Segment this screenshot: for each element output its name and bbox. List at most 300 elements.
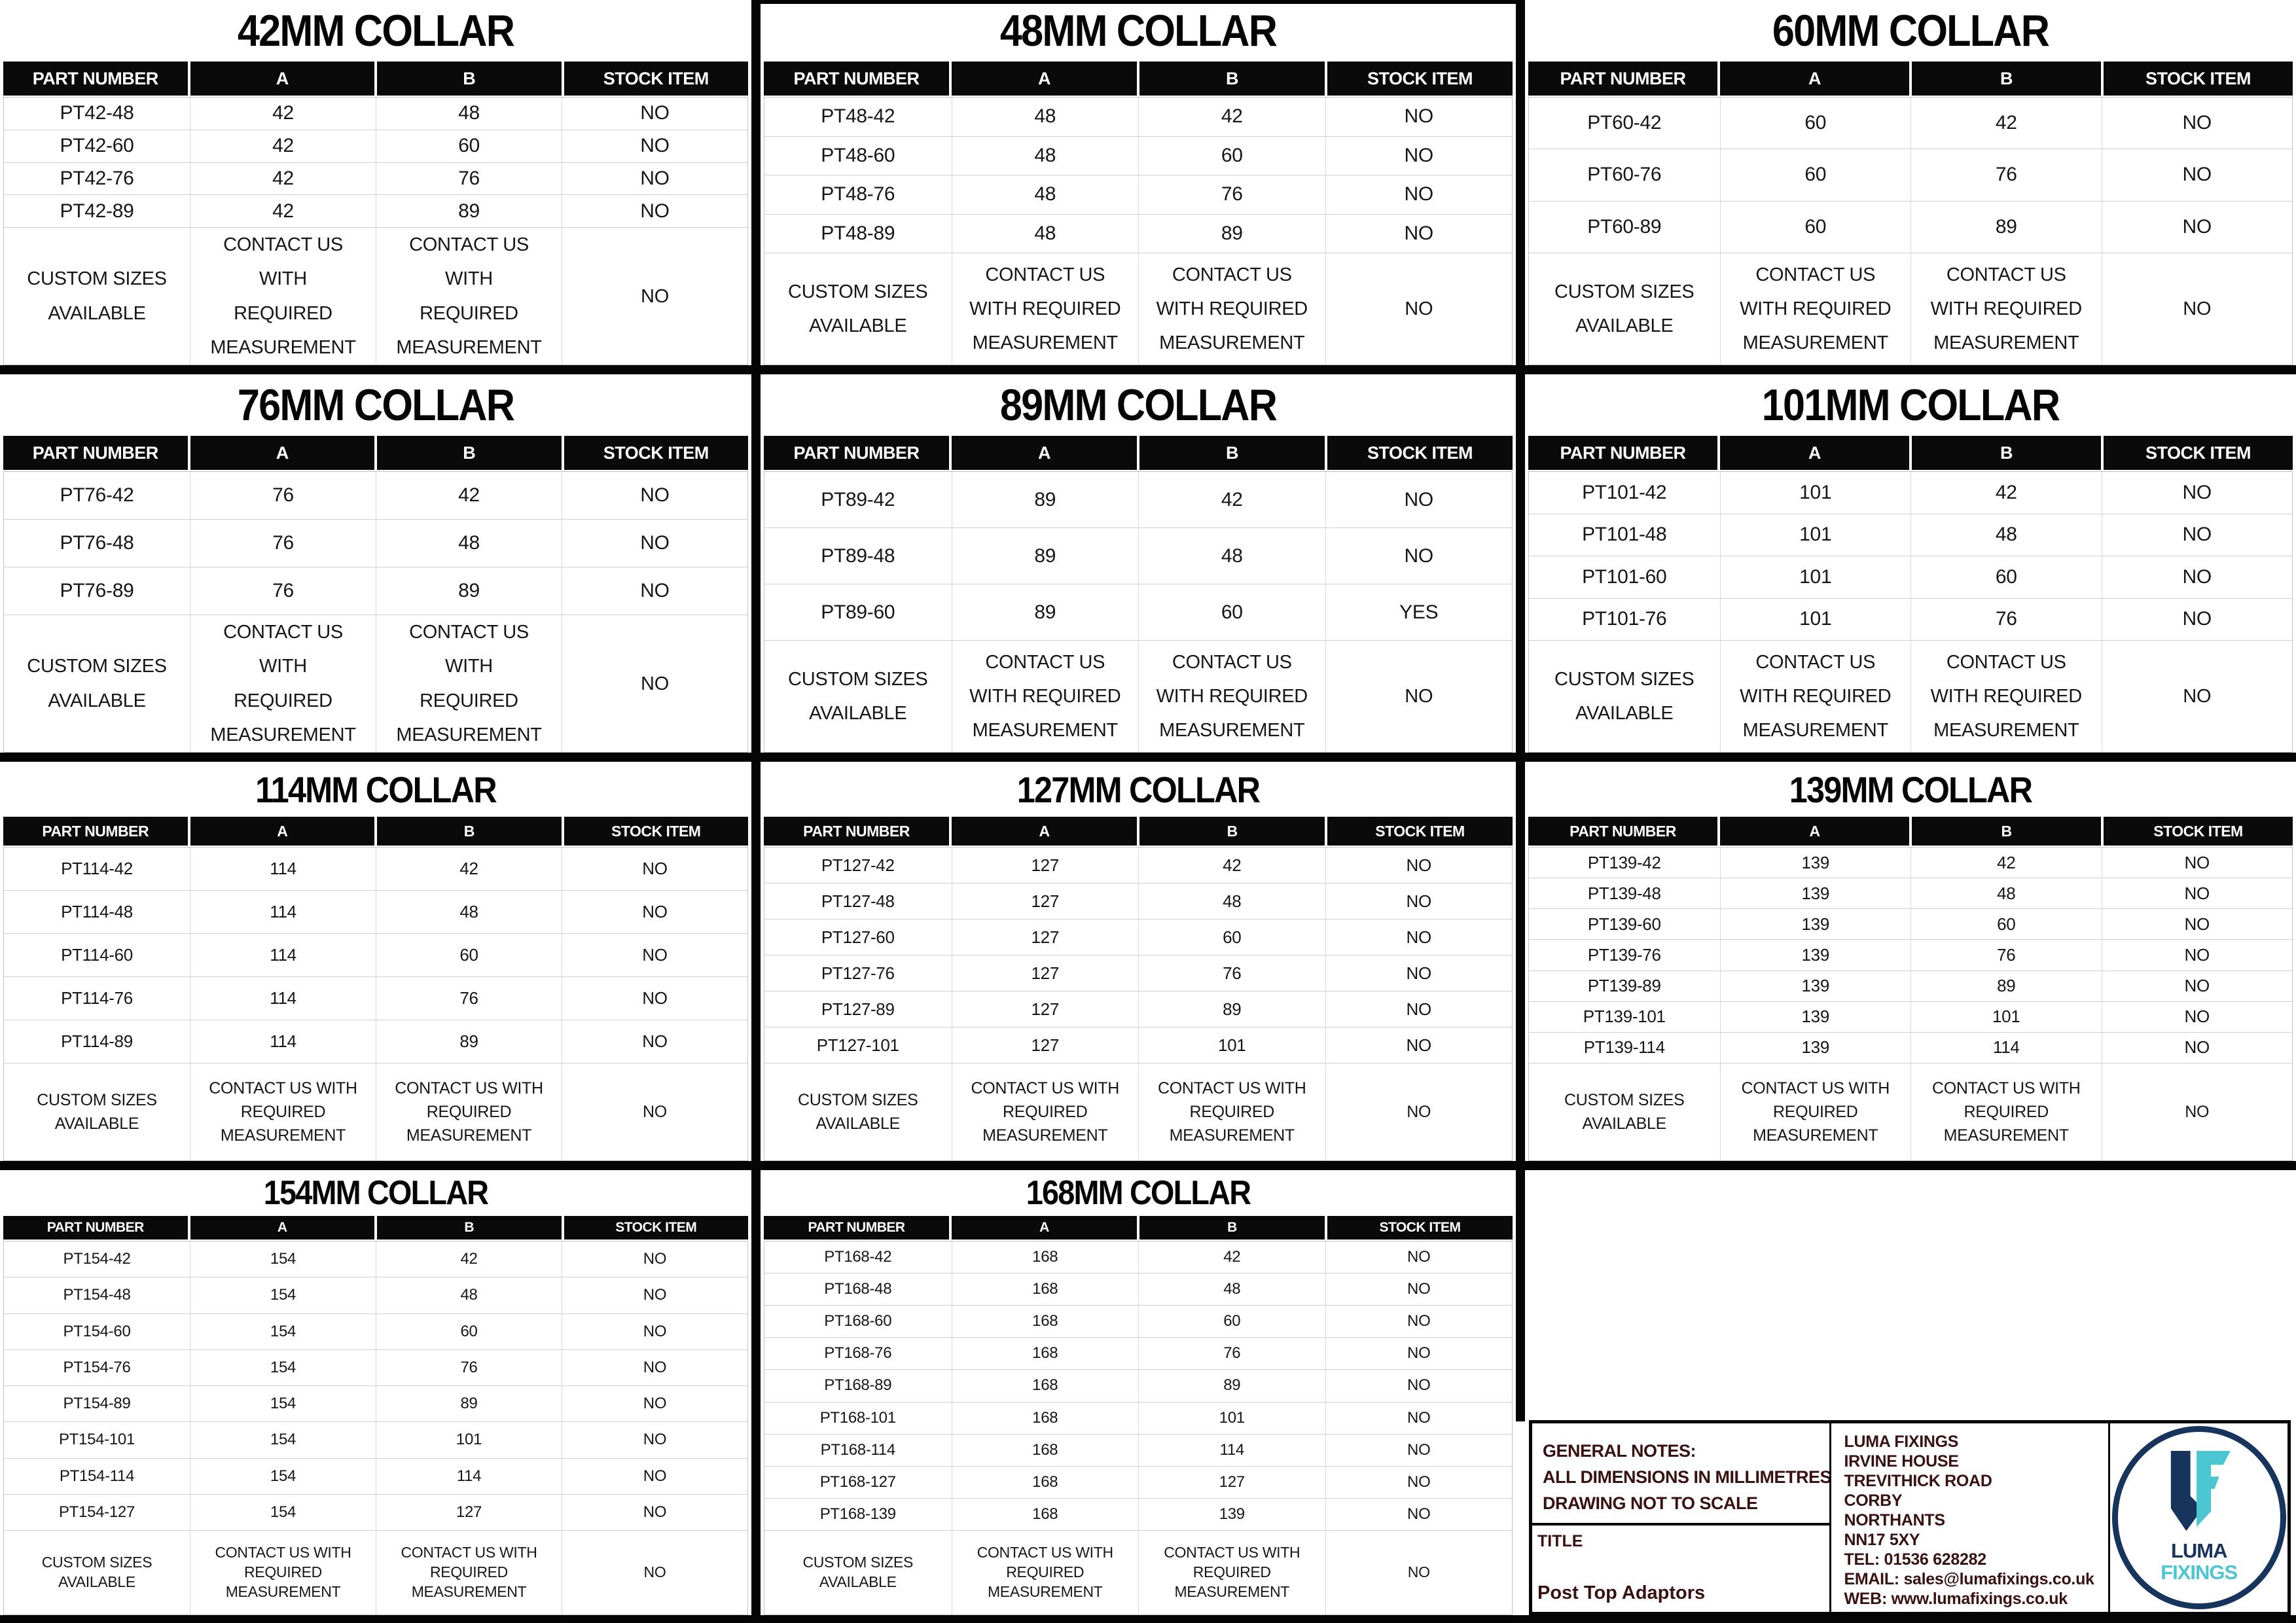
- table-cell: PT154-60: [63, 1322, 131, 1340]
- custom-sizes-label: CUSTOM SIZES AVAILABLE: [798, 1090, 918, 1133]
- table-cell: 127: [952, 991, 1139, 1027]
- header-cell: PART NUMBER: [1528, 817, 1717, 846]
- title-block: [1529, 1420, 2291, 1615]
- address-line: EMAIL: sales@lumafixings.co.uk: [1844, 1570, 2094, 1588]
- table-cell: NO: [2102, 514, 2293, 556]
- table-cell: 76: [1138, 955, 1325, 991]
- table-header-row: [764, 817, 1513, 846]
- table-cell: 60: [1138, 584, 1325, 640]
- table-cell: 168: [952, 1499, 1139, 1530]
- table-cell: 42: [1138, 847, 1325, 883]
- header-cell: STOCK ITEM: [1327, 817, 1513, 846]
- custom-contact-cell: CONTACT US WITH REQUIRED MEASUREMENT: [1138, 641, 1325, 752]
- grid-cell-76mm: [0, 374, 751, 753]
- table-cell: 76: [190, 520, 376, 567]
- table-cell: 168: [952, 1274, 1139, 1305]
- table-cell: 139: [1720, 1002, 1911, 1032]
- table-cell: 114: [190, 934, 376, 976]
- header-cell: A: [1720, 62, 1909, 96]
- table-row: [1529, 514, 2292, 556]
- lf-monogram-icon: [2165, 1451, 2233, 1535]
- table-row: [4, 1277, 747, 1313]
- header-cell: STOCK ITEM: [1327, 436, 1513, 470]
- table-cell: PT139-42: [1587, 852, 1661, 872]
- custom-sizes-row: [1529, 640, 2292, 752]
- table-cell: 168: [952, 1241, 1139, 1273]
- table-cell: 48: [952, 175, 1139, 214]
- table-row: [4, 1241, 747, 1277]
- table-cell: 127: [952, 883, 1139, 919]
- table-cell: 60: [1720, 149, 1911, 200]
- table-cell: 127: [952, 847, 1139, 883]
- table-cell: NO: [562, 1495, 747, 1530]
- table-cell: PT154-48: [63, 1286, 131, 1304]
- table-cell: 154: [190, 1495, 376, 1530]
- table-cell: 168: [952, 1435, 1139, 1466]
- table-cell: 89: [1138, 215, 1325, 253]
- custom-stock-cell: NO: [1325, 253, 1513, 365]
- table-cell: NO: [562, 1350, 747, 1385]
- table-row: [4, 1458, 747, 1494]
- custom-sizes-row: [4, 1530, 747, 1614]
- table-cell: NO: [1325, 98, 1513, 136]
- table-cell: NO: [562, 934, 747, 976]
- company-logo-cell: [2108, 1423, 2287, 1612]
- title-block-left: [1532, 1423, 1832, 1612]
- header-cell: A: [1720, 436, 1909, 470]
- header-cell: B: [1912, 436, 2101, 470]
- header-cell: STOCK ITEM: [564, 62, 749, 96]
- table-cell: PT89-42: [821, 488, 895, 510]
- grid-cell-titleblock: [1525, 1170, 2296, 1615]
- table-cell: PT89-48: [821, 544, 895, 567]
- table-cell: 127: [952, 1027, 1139, 1063]
- table-cell: NO: [2102, 556, 2293, 598]
- collar-table: [3, 374, 748, 753]
- header-cell: B: [1139, 817, 1325, 846]
- table-row: [4, 162, 747, 195]
- table-header-row: [1528, 62, 2293, 96]
- table-cell: PT139-89: [1587, 976, 1661, 996]
- table-row: [1529, 472, 2292, 514]
- table-cell: NO: [1325, 1241, 1513, 1273]
- table-cell: PT76-48: [60, 532, 134, 554]
- table-cell: 154: [190, 1241, 376, 1277]
- table-cell: 127: [952, 955, 1139, 991]
- table-cell: 101: [376, 1422, 562, 1457]
- custom-stock-cell: NO: [2102, 253, 2293, 365]
- drawing-title-value: Post Top Adaptors: [1537, 1582, 1706, 1603]
- table-title: 101MM COLLAR: [1761, 380, 2060, 430]
- table-row: [764, 1305, 1512, 1337]
- table-cell: 154: [190, 1422, 376, 1457]
- table-cell: 139: [1720, 971, 1911, 1001]
- custom-sizes-row: [1529, 1063, 2292, 1160]
- grid-cell-114mm: [0, 762, 751, 1161]
- table-cell: 114: [190, 891, 376, 933]
- table-cell: 60: [376, 1314, 562, 1349]
- table-row: [764, 1369, 1512, 1401]
- table-row: [1529, 878, 2292, 908]
- custom-sizes-label: CUSTOM SIZES AVAILABLE: [788, 281, 928, 336]
- collar-table: [3, 0, 748, 365]
- table-cell: 60: [1910, 556, 2102, 598]
- table-row: [764, 1027, 1512, 1063]
- table-cell: 48: [376, 520, 562, 567]
- custom-stock-cell: NO: [1325, 641, 1513, 752]
- address-line: NORTHANTS: [1844, 1511, 1945, 1529]
- header-cell: PART NUMBER: [3, 1216, 188, 1240]
- table-row: [764, 955, 1512, 991]
- table-cell: NO: [2102, 878, 2293, 908]
- table-cell: 89: [952, 528, 1139, 584]
- header-cell: PART NUMBER: [3, 62, 188, 96]
- table-row: [764, 1466, 1512, 1498]
- address-line: NN17 5XY: [1844, 1531, 1920, 1549]
- custom-sizes-row: [764, 1530, 1512, 1614]
- table-cell: 101: [1720, 472, 1911, 514]
- table-cell: NO: [1325, 847, 1513, 883]
- address-line: CORBY: [1844, 1491, 1903, 1510]
- table-cell: PT114-89: [61, 1031, 133, 1051]
- table-cell: NO: [2102, 202, 2293, 253]
- table-cell: 60: [376, 934, 562, 976]
- table-cell: NO: [2102, 472, 2293, 514]
- collar-table: [3, 1170, 748, 1615]
- table-cell: NO: [562, 977, 747, 1020]
- table-cell: PT42-76: [60, 168, 134, 190]
- table-cell: NO: [562, 847, 747, 890]
- table-cell: NO: [562, 1020, 747, 1063]
- table-row: [764, 98, 1512, 136]
- horizontal-divider: [0, 1161, 2296, 1170]
- table-title: 42MM COLLAR: [237, 6, 514, 56]
- table-row: [764, 527, 1512, 584]
- custom-contact-cell: CONTACT US WITH REQUIRED MEASUREMENT: [1720, 641, 1911, 752]
- custom-contact-cell: CONTACT US WITH REQUIRED MEASUREMENT: [1720, 253, 1911, 365]
- custom-contact-cell: CONTACT US WITH REQUIRED MEASUREMENT: [1138, 1531, 1325, 1614]
- table-cell: 139: [1138, 1499, 1325, 1530]
- header-cell: B: [1139, 62, 1325, 96]
- general-notes-line: ALL DIMENSIONS IN MILLIMETRES: [1543, 1467, 1832, 1487]
- table-cell: 89: [1910, 971, 2102, 1001]
- table-row: [4, 1020, 747, 1063]
- grid-cell-154mm: [0, 1170, 751, 1615]
- table-cell: NO: [562, 195, 747, 227]
- table-body: [764, 471, 1513, 753]
- table-cell: PT60-76: [1587, 164, 1662, 186]
- table-cell: PT168-48: [824, 1280, 892, 1298]
- table-cell: NO: [562, 472, 747, 519]
- table-cell: PT139-114: [1583, 1037, 1665, 1058]
- table-cell: PT139-76: [1587, 944, 1661, 965]
- address-line: TREVITHICK ROAD: [1844, 1472, 1992, 1490]
- table-row: [764, 1498, 1512, 1530]
- table-cell: NO: [1325, 1435, 1513, 1466]
- grid-cell-127mm: [761, 762, 1516, 1161]
- custom-stock-cell: NO: [562, 228, 747, 365]
- table-cell: 48: [952, 137, 1139, 175]
- table-cell: PT154-101: [58, 1431, 135, 1449]
- general-notes-line: DRAWING NOT TO SCALE: [1543, 1493, 1758, 1513]
- table-cell: NO: [562, 1459, 747, 1494]
- table-cell: PT114-42: [61, 859, 133, 878]
- table-row: [4, 1313, 747, 1349]
- table-cell: PT127-76: [821, 963, 895, 983]
- table-row: [764, 883, 1512, 919]
- custom-sizes-row: [764, 253, 1512, 365]
- table-cell: 154: [190, 1314, 376, 1349]
- table-cell: PT101-76: [1582, 608, 1667, 630]
- custom-contact-cell: CONTACT US WITH REQUIRED MEASUREMENT: [952, 253, 1139, 365]
- table-body: [3, 1241, 748, 1615]
- collar-table: [3, 762, 748, 1161]
- table-cell: NO: [1325, 528, 1513, 584]
- custom-contact-cell: CONTACT US WITH REQUIRED MEASUREMENT: [1138, 253, 1325, 365]
- grid-cell-168mm: [761, 1170, 1516, 1615]
- header-cell: B: [377, 817, 562, 846]
- table-cell: NO: [1325, 1467, 1513, 1498]
- general-notes: [1532, 1423, 1832, 1525]
- table-cell: PT139-101: [1583, 1007, 1666, 1027]
- table-header-row: [764, 62, 1513, 96]
- top-edge-line: [751, 0, 1525, 4]
- custom-contact-cell: CONTACT US WITH REQUIRED MEASUREMENT: [376, 1531, 562, 1614]
- table-cell: NO: [562, 130, 747, 162]
- address-line: WEB: www.lumafixings.co.uk: [1844, 1590, 2068, 1608]
- logo-word-fixings: FIXINGS: [2161, 1561, 2238, 1584]
- table-cell: 60: [1138, 1306, 1325, 1337]
- custom-sizes-row: [764, 1063, 1512, 1160]
- table-header-row: [764, 436, 1513, 470]
- company-address: [1829, 1423, 2109, 1612]
- custom-sizes-row: [4, 1063, 747, 1160]
- table-cell: NO: [562, 1277, 747, 1313]
- header-cell: A: [190, 62, 375, 96]
- table-row: [1529, 908, 2292, 939]
- table-cell: PT168-42: [824, 1248, 892, 1266]
- custom-stock-cell: NO: [1325, 1063, 1513, 1160]
- table-cell: PT42-60: [60, 135, 134, 157]
- custom-contact-cell: CONTACT US WITH REQUIRED MEASUREMENT: [952, 641, 1139, 752]
- table-cell: 127: [952, 919, 1139, 955]
- table-row: [764, 1337, 1512, 1369]
- table-row: [1529, 598, 2292, 641]
- header-cell: PART NUMBER: [3, 436, 188, 470]
- header-cell: A: [190, 817, 375, 846]
- table-cell: PT139-60: [1587, 914, 1661, 934]
- header-cell: STOCK ITEM: [1327, 62, 1513, 96]
- table-cell: PT154-89: [63, 1395, 131, 1413]
- table-cell: 139: [1720, 847, 1911, 878]
- table-cell: 48: [376, 98, 562, 130]
- table-cell: NO: [1325, 991, 1513, 1027]
- table-cell: 114: [190, 977, 376, 1020]
- table-cell: 42: [190, 195, 376, 227]
- header-cell: PART NUMBER: [1528, 62, 1717, 96]
- table-cell: NO: [2102, 1002, 2293, 1032]
- vertical-divider: [1516, 0, 1525, 1421]
- table-row: [764, 472, 1512, 527]
- collar-table: [764, 374, 1513, 753]
- header-cell: PART NUMBER: [764, 62, 949, 96]
- table-cell: 89: [376, 195, 562, 227]
- bottom-edge-line: [0, 1615, 2296, 1623]
- custom-contact-cell: CONTACT US WITH REQUIRED MEASUREMENT: [190, 615, 376, 752]
- table-cell: NO: [1325, 215, 1513, 253]
- table-cell: NO: [562, 1386, 747, 1421]
- table-cell: NO: [562, 1314, 747, 1349]
- table-cell: 60: [376, 130, 562, 162]
- header-cell: STOCK ITEM: [2104, 62, 2293, 96]
- table-cell: PT76-89: [60, 580, 134, 602]
- table-cell: 60: [1138, 137, 1325, 175]
- table-cell: NO: [2102, 98, 2293, 149]
- table-cell: NO: [1325, 883, 1513, 919]
- table-row: [764, 1402, 1512, 1434]
- header-cell: A: [952, 1216, 1137, 1240]
- table-cell: 76: [1910, 940, 2102, 970]
- table-cell: 42: [1138, 98, 1325, 136]
- table-title: 114MM COLLAR: [255, 768, 496, 810]
- custom-stock-cell: NO: [562, 1063, 747, 1160]
- custom-stock-cell: NO: [2102, 641, 2293, 752]
- table-body: [1528, 97, 2293, 365]
- table-cell: PT154-114: [59, 1467, 135, 1485]
- table-cell: 76: [376, 977, 562, 1020]
- header-cell: B: [377, 1216, 562, 1240]
- table-cell: NO: [562, 1422, 747, 1457]
- table-row: [1529, 847, 2292, 878]
- table-cell: 89: [1910, 202, 2102, 253]
- header-cell: A: [952, 817, 1137, 846]
- table-row: [4, 890, 747, 933]
- custom-sizes-label: CUSTOM SIZES AVAILABLE: [37, 1090, 157, 1133]
- table-row: [764, 214, 1512, 253]
- table-row: [1529, 1001, 2292, 1032]
- header-cell: B: [377, 436, 562, 470]
- horizontal-divider: [0, 365, 2296, 374]
- table-body: [764, 97, 1513, 365]
- table-cell: NO: [1325, 175, 1513, 214]
- custom-contact-cell: CONTACT US WITH REQUIRED MEASUREMENT: [1910, 641, 2102, 752]
- general-notes-heading: GENERAL NOTES:: [1543, 1441, 1696, 1461]
- grid-cell-89mm: [761, 374, 1516, 753]
- table-title: 76MM COLLAR: [237, 380, 514, 430]
- table-cell: 168: [952, 1338, 1139, 1369]
- header-cell: STOCK ITEM: [2104, 436, 2293, 470]
- table-cell: NO: [1325, 1338, 1513, 1369]
- table-title: 154MM COLLAR: [263, 1174, 488, 1212]
- table-cell: 76: [1910, 149, 2102, 200]
- table-cell: 42: [1910, 472, 2102, 514]
- table-cell: NO: [2102, 847, 2293, 878]
- logo-word-luma: LUMA: [2170, 1539, 2227, 1562]
- table-cell: PT42-89: [60, 200, 134, 222]
- grid-cell-101mm: [1525, 374, 2296, 753]
- table-row: [4, 194, 747, 227]
- table-cell: 76: [190, 567, 376, 615]
- header-cell: STOCK ITEM: [564, 1216, 749, 1240]
- table-cell: NO: [1325, 919, 1513, 955]
- table-cell: 168: [952, 1467, 1139, 1498]
- table-cell: 168: [952, 1370, 1139, 1401]
- table-title: 48MM COLLAR: [999, 6, 1277, 56]
- table-row: [4, 1385, 747, 1421]
- header-cell: PART NUMBER: [764, 436, 949, 470]
- table-row: [1529, 201, 2292, 253]
- table-row: [4, 976, 747, 1020]
- table-cell: 101: [1720, 599, 1911, 641]
- table-cell: NO: [2102, 149, 2293, 200]
- grid-cell-48mm: [761, 0, 1516, 365]
- header-cell: STOCK ITEM: [2104, 817, 2293, 846]
- table-cell: 114: [376, 1459, 562, 1494]
- table-cell: 101: [1720, 556, 1911, 598]
- table-cell: PT168-60: [824, 1312, 892, 1330]
- table-cell: 154: [190, 1386, 376, 1421]
- table-cell: PT114-48: [61, 902, 133, 921]
- table-title: 60MM COLLAR: [1772, 6, 2049, 56]
- custom-contact-cell: CONTACT US WITH REQUIRED MEASUREMENT: [376, 1063, 562, 1160]
- table-title: 168MM COLLAR: [1026, 1174, 1251, 1212]
- table-cell: PT60-89: [1587, 215, 1662, 238]
- table-cell: PT48-42: [821, 105, 895, 128]
- table-cell: PT154-42: [63, 1250, 131, 1268]
- table-row: [4, 130, 747, 162]
- table-row: [1529, 98, 2292, 149]
- table-row: [4, 1494, 747, 1530]
- table-cell: 76: [1138, 175, 1325, 214]
- custom-contact-cell: CONTACT US WITH REQUIRED MEASUREMENT: [952, 1531, 1139, 1614]
- table-body: [3, 847, 748, 1161]
- table-row: [764, 1273, 1512, 1305]
- custom-stock-cell: NO: [2102, 1063, 2293, 1160]
- table-cell: PT48-76: [821, 183, 895, 205]
- custom-sizes-label: CUSTOM SIZES AVAILABLE: [1564, 1090, 1685, 1133]
- table-cell: 48: [952, 215, 1139, 253]
- table-cell: 114: [1910, 1033, 2102, 1063]
- custom-sizes-row: [1529, 253, 2292, 365]
- custom-sizes-label: CUSTOM SIZES AVAILABLE: [788, 668, 928, 724]
- custom-sizes-label: CUSTOM SIZES AVAILABLE: [41, 1554, 152, 1590]
- table-cell: PT168-89: [824, 1376, 892, 1395]
- table-cell: PT127-48: [821, 891, 895, 911]
- table-cell: 48: [1138, 883, 1325, 919]
- collar-table: [1528, 762, 2293, 1161]
- custom-contact-cell: CONTACT US WITH REQUIRED MEASUREMENT: [190, 228, 376, 365]
- custom-sizes-row: [4, 615, 747, 752]
- header-cell: A: [190, 1216, 375, 1240]
- table-cell: NO: [1325, 1027, 1513, 1063]
- table-cell: NO: [2102, 1033, 2293, 1063]
- table-cell: PT48-60: [821, 144, 895, 166]
- table-header-row: [3, 436, 748, 470]
- table-cell: 76: [1138, 1338, 1325, 1369]
- table-cell: 60: [1138, 919, 1325, 955]
- header-cell: A: [952, 436, 1137, 470]
- grid-cell-42mm: [0, 0, 751, 365]
- table-cell: 101: [1138, 1402, 1325, 1434]
- table-cell: 168: [952, 1306, 1139, 1337]
- custom-sizes-label: CUSTOM SIZES AVAILABLE: [27, 268, 167, 324]
- table-cell: 48: [376, 1277, 562, 1313]
- table-title: 139MM COLLAR: [1789, 768, 2032, 810]
- table-cell: 89: [952, 472, 1139, 527]
- table-row: [764, 847, 1512, 883]
- collar-table: [764, 762, 1513, 1161]
- table-cell: 48: [1138, 528, 1325, 584]
